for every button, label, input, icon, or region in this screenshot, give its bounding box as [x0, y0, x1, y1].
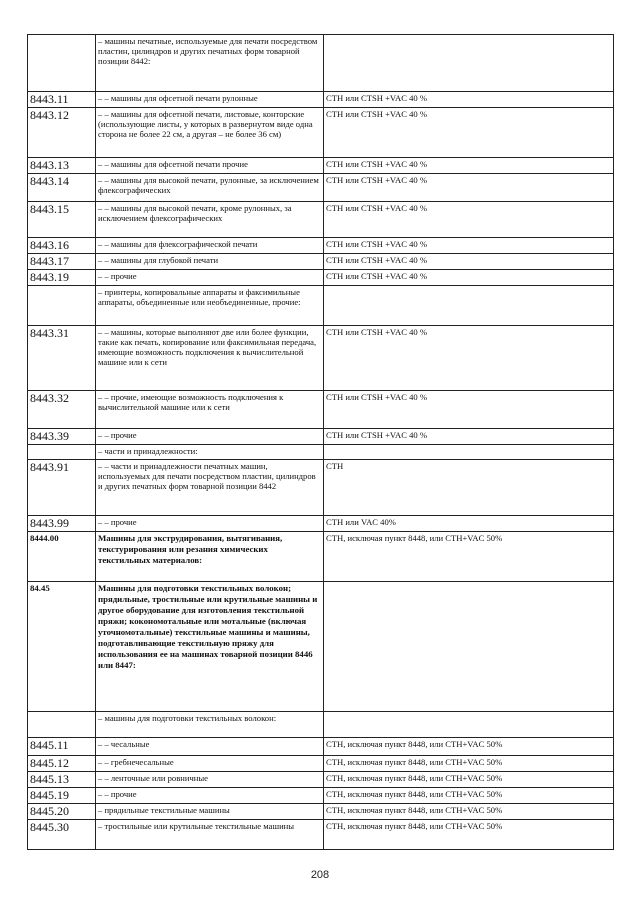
- description-cell: Машины для подготовки текстильных волокон; прядильные, тростильные или крутильные машины и другое оборудование для изготовления текстильной пряжи; кокономотальные или мотальные (включая уточномотальные) текстильные машины и машины, подготавливающие текстильную пряжу для использования ее на машинах товарной позиции 8446 или 8447:: [96, 582, 324, 712]
- table-row: [28, 804, 614, 820]
- page-number: 208: [310, 869, 330, 881]
- description-cell: – – машины для глубокой печати: [96, 254, 324, 270]
- table-row: [28, 238, 614, 254]
- hs-code-cell: 8443.39: [28, 429, 96, 445]
- description-cell: – тростильные или крутильные текстильные машины: [96, 820, 324, 850]
- description-cell: – – прочие: [96, 788, 324, 804]
- table-row: [28, 772, 614, 788]
- description-cell: – – ленточные или ровничные: [96, 772, 324, 788]
- origin-rule-cell: СТН или СТSH +VAC 40 %: [324, 238, 614, 254]
- table-row: [28, 738, 614, 756]
- description-cell: Машины для экструдирования, вытягивания, текстурирования или резания химических текстильных материалов:: [96, 532, 324, 582]
- description-cell: – – машины для офсетной печати рулонные: [96, 92, 324, 108]
- table-row: [28, 820, 614, 850]
- table-row: [28, 756, 614, 772]
- table-row: [28, 516, 614, 532]
- table-row: [28, 460, 614, 516]
- description-cell: – – машины для высокой печати, рулонные, за исключением флексографических: [96, 174, 324, 202]
- description-cell: – части и принадлежности:: [96, 445, 324, 460]
- table-row: [28, 286, 614, 326]
- table-row: [28, 582, 614, 712]
- table-row: [28, 174, 614, 202]
- hs-code-cell: 8444.00: [28, 532, 96, 582]
- hs-code-cell: 8445.20: [28, 804, 96, 820]
- hs-code-cell: 84.45: [28, 582, 96, 712]
- hs-code-cell: [28, 286, 96, 326]
- origin-rule-cell: СТН или VAC 40%: [324, 516, 614, 532]
- hs-code-cell: [28, 35, 96, 92]
- table-row: [28, 202, 614, 238]
- description-cell: – – машины для высокой печати, кроме рулонных, за исключением флексографических: [96, 202, 324, 238]
- description-cell: – – прочие, имеющие возможность подключения к вычислительной машине или к сети: [96, 391, 324, 429]
- table-row: [28, 326, 614, 391]
- origin-rule-cell: СТН, исключая пункт 8448, или СТН+VAC 50%: [324, 772, 614, 788]
- origin-rule-cell: СТН, исключая пункт 8448, или СТН+VAC 50%: [324, 804, 614, 820]
- origin-rule-cell: СТН, исключая пункт 8448, или СТН+VAC 50%: [324, 788, 614, 804]
- origin-rule-cell: СТН или СТSH +VAC 40 %: [324, 391, 614, 429]
- origin-rule-cell: СТН, исключая пункт 8448, или СТН+VAC 50%: [324, 738, 614, 756]
- description-cell: – – прочие: [96, 429, 324, 445]
- description-cell: – прядильные текстильные машины: [96, 804, 324, 820]
- hs-code-cell: 8443.11: [28, 92, 96, 108]
- hs-code-cell: 8445.11: [28, 738, 96, 756]
- table-row: [28, 254, 614, 270]
- origin-rule-cell: [324, 712, 614, 738]
- table-row: [28, 35, 614, 92]
- origin-rule-cell: [324, 445, 614, 460]
- origin-rule-cell: [324, 35, 614, 92]
- origin-rule-cell: СТН или СТSH +VAC 40 %: [324, 158, 614, 174]
- hs-code-cell: 8445.13: [28, 772, 96, 788]
- origin-rule-cell: СТН, исключая пункт 8448, или СТН+VAC 50%: [324, 532, 614, 582]
- hs-code-cell: 8443.31: [28, 326, 96, 391]
- description-cell: – принтеры, копировальные аппараты и факсимильные аппараты, объединенные или необъединенные, прочие:: [96, 286, 324, 326]
- table-row: [28, 429, 614, 445]
- description-cell: – машины печатные, используемые для печати посредством пластин, цилиндров и других печатных форм товарной позиции 8442:: [96, 35, 324, 92]
- origin-rule-cell: СТН или СТSH +VAC 40 %: [324, 270, 614, 286]
- description-cell: – – прочие: [96, 270, 324, 286]
- hs-code-cell: 8443.14: [28, 174, 96, 202]
- hs-code-cell: [28, 712, 96, 738]
- origin-rule-cell: СТН или СТSH +VAC 40 %: [324, 174, 614, 202]
- description-cell: – – машины, которые выполняют две или более функции, такие как печать, копирование или факсимильная передача, имеющие возможность подключения к вычислительной машине или к сети: [96, 326, 324, 391]
- description-cell: – – части и принадлежности печатных машин, используемых для печати посредством пластин, цилиндров и других печатных форм товарной позиции 8442: [96, 460, 324, 516]
- origin-rule-cell: СТН, исключая пункт 8448, или СТН+VAC 50%: [324, 756, 614, 772]
- table-row: [28, 391, 614, 429]
- origin-rule-cell: СТН, исключая пункт 8448, или СТН+VAC 50%: [324, 820, 614, 850]
- table-row: [28, 532, 614, 582]
- hs-code-cell: 8445.12: [28, 756, 96, 772]
- table-row: [28, 108, 614, 158]
- hs-code-cell: 8443.17: [28, 254, 96, 270]
- hs-code-cell: 8443.13: [28, 158, 96, 174]
- hs-code-cell: 8443.32: [28, 391, 96, 429]
- description-cell: – – прочие: [96, 516, 324, 532]
- origin-rule-cell: СТН или СТSH +VAC 40 %: [324, 326, 614, 391]
- hs-code-cell: 8445.19: [28, 788, 96, 804]
- table-row: [28, 788, 614, 804]
- hs-code-cell: 8443.99: [28, 516, 96, 532]
- hs-code-cell: 8445.30: [28, 820, 96, 850]
- rules-table-body: [28, 35, 614, 850]
- table-row: [28, 270, 614, 286]
- description-cell: – – машины для офсетной печати прочие: [96, 158, 324, 174]
- hs-code-cell: 8443.19: [28, 270, 96, 286]
- origin-rule-cell: СТН или СТSH +VAC 40 %: [324, 429, 614, 445]
- origin-rule-cell: СТН: [324, 460, 614, 516]
- hs-code-cell: 8443.12: [28, 108, 96, 158]
- description-cell: – – гребнечесальные: [96, 756, 324, 772]
- table-row: [28, 445, 614, 460]
- table-row: [28, 158, 614, 174]
- origin-rule-cell: СТН или СТSH +VAC 40 %: [324, 254, 614, 270]
- hs-code-cell: 8443.16: [28, 238, 96, 254]
- description-cell: – машины для подготовки текстильных волокон:: [96, 712, 324, 738]
- hs-code-cell: 8443.15: [28, 202, 96, 238]
- table-row: [28, 712, 614, 738]
- description-cell: – – машины для офсетной печати, листовые, конторские (использующие листы, у которых в развернутом виде одна сторона не более 22 см, а другая – не более 36 см): [96, 108, 324, 158]
- origin-rule-cell: [324, 286, 614, 326]
- hs-code-cell: 8443.91: [28, 460, 96, 516]
- description-cell: – – чесальные: [96, 738, 324, 756]
- rules-table: [27, 34, 614, 850]
- origin-rule-cell: СТН или СТSH +VAC 40 %: [324, 202, 614, 238]
- hs-code-cell: [28, 445, 96, 460]
- origin-rule-cell: СТН или СТSH +VAC 40 %: [324, 92, 614, 108]
- table-row: [28, 92, 614, 108]
- description-cell: – – машины для флексографической печати: [96, 238, 324, 254]
- origin-rule-cell: [324, 582, 614, 712]
- origin-rule-cell: СТН или СТSH +VAC 40 %: [324, 108, 614, 158]
